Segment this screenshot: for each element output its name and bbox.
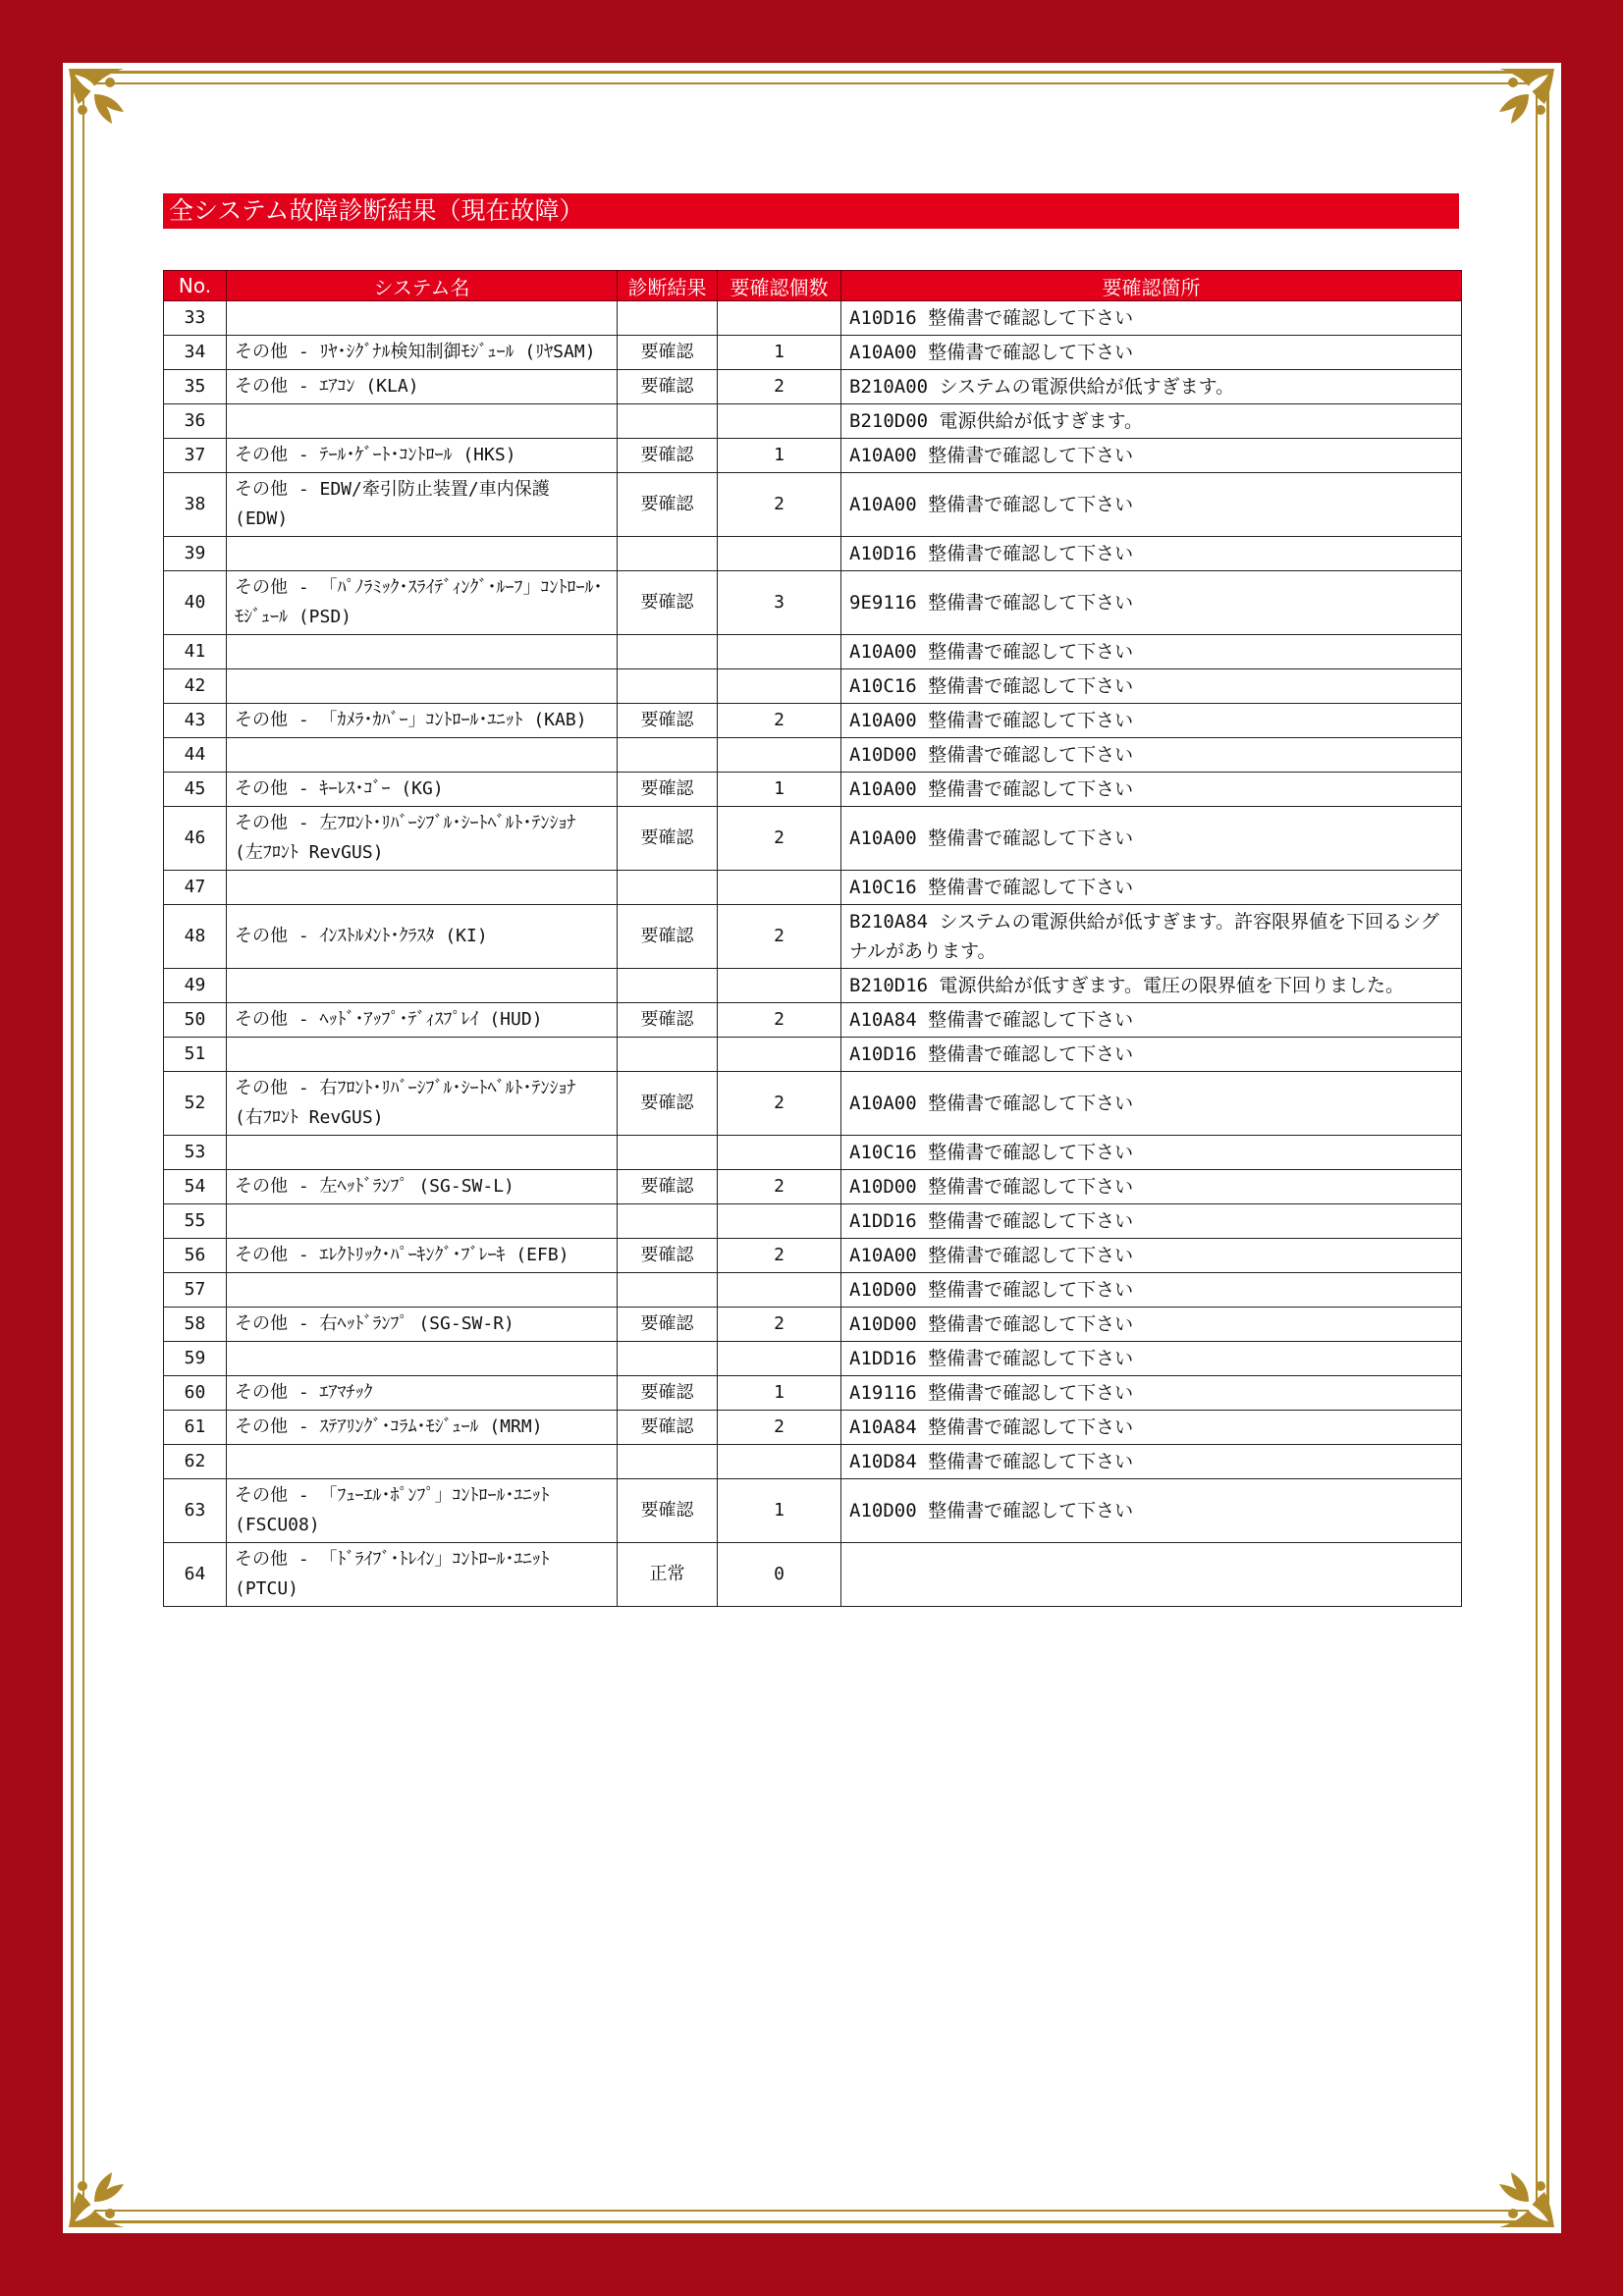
table-row [164,1342,1462,1376]
cell-result: 要確認 [618,1376,718,1411]
cell-result [618,1038,718,1072]
cell-no: 54 [164,1170,227,1204]
cell-system-name [227,1342,618,1376]
cell-count [718,537,841,571]
cell-system-name [227,1445,618,1479]
cell-no: 60 [164,1376,227,1411]
cell-system-name: その他 - 左ﾌﾛﾝﾄ･ﾘﾊﾞｰｼﾌﾞﾙ･ｼｰﾄﾍﾞﾙﾄ･ﾃﾝｼｮﾅ (左ﾌﾛﾝﾄ RevGUS) [227,807,618,871]
cell-system-name [227,1038,618,1072]
table-row [164,1479,1462,1543]
cell-result: 要確認 [618,905,718,969]
section-title: 全システム故障診断結果（現在故障） [163,193,1459,229]
cell-result: 要確認 [618,571,718,635]
cell-location: 9E9116 整備書で確認して下さい [841,571,1462,635]
cell-no: 47 [164,871,227,905]
cell-count: 2 [718,1308,841,1342]
cell-location: B210D16 電源供給が低すぎます。電圧の限界値を下回りました。 [841,969,1462,1003]
cell-location: A10D00 整備書で確認して下さい [841,738,1462,773]
cell-location: A1DD16 整備書で確認して下さい [841,1204,1462,1239]
cell-system-name: その他 - ﾃｰﾙ･ｹﾞｰﾄ･ｺﾝﾄﾛｰﾙ (HKS) [227,439,618,473]
cell-count [718,635,841,669]
cell-location: A10A00 整備書で確認して下さい [841,1239,1462,1273]
cell-location: B210A84 システムの電源供給が低すぎます。許容限界値を下回るシグナルがあります。 [841,905,1462,969]
cell-system-name [227,1273,618,1308]
cell-result [618,1342,718,1376]
cell-system-name [227,871,618,905]
cell-result: 要確認 [618,1003,718,1038]
cell-system-name [227,738,618,773]
table-row [164,704,1462,738]
cell-no: 39 [164,537,227,571]
cell-location: A19116 整備書で確認して下さい [841,1376,1462,1411]
cell-result [618,635,718,669]
cell-result [618,738,718,773]
cell-location: A10A84 整備書で確認して下さい [841,1411,1462,1445]
cell-location: A10A00 整備書で確認して下さい [841,439,1462,473]
table-row [164,1170,1462,1204]
table-row [164,1072,1462,1136]
cell-count: 2 [718,1072,841,1136]
cell-system-name: その他 - ｽﾃｱﾘﾝｸﾞ･ｺﾗﾑ･ﾓｼﾞｭｰﾙ (MRM) [227,1411,618,1445]
cell-system-name [227,537,618,571]
cell-no: 34 [164,336,227,370]
diagnosis-results-table [163,270,1462,1607]
cell-location: A10C16 整備書で確認して下さい [841,871,1462,905]
cell-system-name [227,635,618,669]
cell-location: A10A00 整備書で確認して下さい [841,336,1462,370]
cell-no: 44 [164,738,227,773]
cell-no: 53 [164,1136,227,1170]
cell-count: 0 [718,1543,841,1607]
cell-location: A10D00 整備書で確認して下さい [841,1479,1462,1543]
cell-no: 48 [164,905,227,969]
cell-count [718,404,841,439]
table-row [164,1308,1462,1342]
cell-location: A10D84 整備書で確認して下さい [841,1445,1462,1479]
cell-result [618,404,718,439]
cell-system-name: その他 - ｷｰﾚｽ･ｺﾞｰ (KG) [227,773,618,807]
cell-location: A10A00 整備書で確認して下さい [841,1072,1462,1136]
table-row [164,905,1462,969]
cell-result: 要確認 [618,473,718,537]
cell-count [718,669,841,704]
cell-no: 45 [164,773,227,807]
table-row [164,669,1462,704]
cell-count [718,1342,841,1376]
cell-no: 56 [164,1239,227,1273]
cell-count: 2 [718,807,841,871]
table-row [164,969,1462,1003]
cell-system-name: その他 - 右ﾌﾛﾝﾄ･ﾘﾊﾞｰｼﾌﾞﾙ･ｼｰﾄﾍﾞﾙﾄ･ﾃﾝｼｮﾅ (右ﾌﾛﾝﾄ RevGUS) [227,1072,618,1136]
table-row [164,370,1462,404]
cell-no: 58 [164,1308,227,1342]
cell-result: 要確認 [618,1308,718,1342]
cell-result [618,969,718,1003]
cell-location: A10D00 整備書で確認して下さい [841,1273,1462,1308]
cell-system-name: その他 - 「ｶﾒﾗ･ｶﾊﾞｰ」ｺﾝﾄﾛｰﾙ･ﾕﾆｯﾄ (KAB) [227,704,618,738]
cell-result [618,301,718,336]
cell-result: 要確認 [618,773,718,807]
cell-result: 要確認 [618,1072,718,1136]
table-row [164,537,1462,571]
cell-system-name: その他 - 「ﾊﾟﾉﾗﾐｯｸ･ｽﾗｲﾃﾞｨﾝｸﾞ･ﾙｰﾌ」ｺﾝﾄﾛｰﾙ･ﾓｼﾞｭｰﾙ (PSD) [227,571,618,635]
cell-no: 57 [164,1273,227,1308]
cell-count [718,871,841,905]
cell-location: A10A00 整備書で確認して下さい [841,807,1462,871]
cell-location: A10A00 整備書で確認して下さい [841,704,1462,738]
cell-count: 1 [718,336,841,370]
corner-ornament-icon [65,65,155,155]
cell-no: 50 [164,1003,227,1038]
cell-no: 40 [164,571,227,635]
cell-result: 要確認 [618,807,718,871]
cell-result: 正常 [618,1543,718,1607]
cell-location: A1DD16 整備書で確認して下さい [841,1342,1462,1376]
cell-count: 2 [718,1003,841,1038]
cell-location: A10D16 整備書で確認して下さい [841,1038,1462,1072]
cell-result [618,1136,718,1170]
table-row [164,807,1462,871]
cell-system-name: その他 - 「ﾌｭｰｴﾙ･ﾎﾟﾝﾌﾟ」ｺﾝﾄﾛｰﾙ･ﾕﾆｯﾄ (FSCU08) [227,1479,618,1543]
cell-location: B210A00 システムの電源供給が低すぎます。 [841,370,1462,404]
table-row [164,404,1462,439]
cell-system-name: その他 - ｴｱｺﾝ (KLA) [227,370,618,404]
table-row [164,1445,1462,1479]
table-row [164,1204,1462,1239]
cell-no: 43 [164,704,227,738]
cell-system-name [227,301,618,336]
table-row [164,1543,1462,1607]
cell-no: 52 [164,1072,227,1136]
cell-count [718,1204,841,1239]
cell-count: 1 [718,439,841,473]
cell-result: 要確認 [618,1411,718,1445]
cell-count: 2 [718,473,841,537]
table-row [164,1003,1462,1038]
cell-system-name [227,1204,618,1239]
table-row [164,871,1462,905]
header-system-name: システム名 [227,271,618,301]
table-row [164,1411,1462,1445]
cell-count: 1 [718,1376,841,1411]
cell-location: A10C16 整備書で確認して下さい [841,669,1462,704]
cell-system-name: その他 - ﾘﾔ･ｼｸﾞﾅﾙ検知制御ﾓｼﾞｭｰﾙ (ﾘﾔSAM) [227,336,618,370]
cell-system-name: その他 - ｴﾚｸﾄﾘｯｸ･ﾊﾟｰｷﾝｸﾞ･ﾌﾞﾚｰｷ (EFB) [227,1239,618,1273]
cell-result [618,1273,718,1308]
cell-system-name: その他 - 左ﾍｯﾄﾞﾗﾝﾌﾟ (SG-SW-L) [227,1170,618,1204]
cell-count: 2 [718,1239,841,1273]
cell-count [718,969,841,1003]
cell-no: 55 [164,1204,227,1239]
cell-location: A10D00 整備書で確認して下さい [841,1170,1462,1204]
cell-no: 41 [164,635,227,669]
cell-location [841,1543,1462,1607]
cell-count: 2 [718,1170,841,1204]
corner-ornament-icon [65,2141,155,2231]
cell-result: 要確認 [618,439,718,473]
cell-result: 要確認 [618,370,718,404]
cell-result: 要確認 [618,1170,718,1204]
cell-count [718,1445,841,1479]
cell-system-name: その他 - ｲﾝｽﾄﾙﾒﾝﾄ･ｸﾗｽﾀ (KI) [227,905,618,969]
cell-result [618,871,718,905]
cell-location: A10A84 整備書で確認して下さい [841,1003,1462,1038]
cell-result: 要確認 [618,336,718,370]
cell-result [618,1204,718,1239]
cell-count: 1 [718,773,841,807]
cell-no: 49 [164,969,227,1003]
table-body [164,301,1462,1607]
table-header-row [164,271,1462,301]
table-row [164,1038,1462,1072]
cell-count [718,301,841,336]
cell-count: 2 [718,704,841,738]
table-row [164,1136,1462,1170]
cell-result [618,1445,718,1479]
cell-no: 35 [164,370,227,404]
cell-no: 33 [164,301,227,336]
cell-count: 3 [718,571,841,635]
header-no: No. [164,271,227,301]
cell-location: A10A00 整備書で確認して下さい [841,473,1462,537]
cell-no: 38 [164,473,227,537]
cell-no: 42 [164,669,227,704]
cell-system-name [227,404,618,439]
cell-result: 要確認 [618,1479,718,1543]
cell-location: A10D16 整備書で確認して下さい [841,301,1462,336]
header-count: 要確認個数 [718,271,841,301]
cell-no: 37 [164,439,227,473]
cell-location: A10A00 整備書で確認して下さい [841,635,1462,669]
table-row [164,571,1462,635]
table-row [164,439,1462,473]
cell-system-name [227,969,618,1003]
table-row [164,773,1462,807]
cell-count [718,1273,841,1308]
table-row [164,1376,1462,1411]
cell-no: 64 [164,1543,227,1607]
cell-no: 59 [164,1342,227,1376]
table-row [164,635,1462,669]
cell-result: 要確認 [618,1239,718,1273]
cell-system-name: その他 - 「ﾄﾞﾗｲﾌﾞ･ﾄﾚｲﾝ」ｺﾝﾄﾛｰﾙ･ﾕﾆｯﾄ (PTCU) [227,1543,618,1607]
cell-no: 46 [164,807,227,871]
cell-system-name [227,1136,618,1170]
cell-location: A10D16 整備書で確認して下さい [841,537,1462,571]
cell-location: A10A00 整備書で確認して下さい [841,773,1462,807]
table-row [164,336,1462,370]
cell-system-name: その他 - ﾍｯﾄﾞ･ｱｯﾌﾟ･ﾃﾞｨｽﾌﾟﾚｲ (HUD) [227,1003,618,1038]
cell-count: 1 [718,1479,841,1543]
cell-count [718,738,841,773]
cell-count [718,1038,841,1072]
cell-no: 62 [164,1445,227,1479]
header-result: 診断結果 [618,271,718,301]
table-row [164,738,1462,773]
cell-no: 51 [164,1038,227,1072]
cell-count [718,1136,841,1170]
corner-ornament-icon [1468,65,1558,155]
cell-count: 2 [718,370,841,404]
cell-no: 61 [164,1411,227,1445]
cell-location: A10C16 整備書で確認して下さい [841,1136,1462,1170]
cell-count: 2 [718,905,841,969]
cell-no: 36 [164,404,227,439]
cell-system-name [227,669,618,704]
table-row [164,301,1462,336]
table-row [164,1273,1462,1308]
cell-location: B210D00 電源供給が低すぎます。 [841,404,1462,439]
cell-result [618,669,718,704]
corner-ornament-icon [1468,2141,1558,2231]
cell-system-name: その他 - EDW/牽引防止装置/車内保護 (EDW) [227,473,618,537]
cell-system-name: その他 - 右ﾍｯﾄﾞﾗﾝﾌﾟ (SG-SW-R) [227,1308,618,1342]
table-row [164,1239,1462,1273]
cell-system-name: その他 - ｴｱﾏﾁｯｸ [227,1376,618,1411]
cell-no: 63 [164,1479,227,1543]
cell-result [618,537,718,571]
cell-location: A10D00 整備書で確認して下さい [841,1308,1462,1342]
cell-count: 2 [718,1411,841,1445]
header-location: 要確認箇所 [841,271,1462,301]
table-row [164,473,1462,537]
cell-result: 要確認 [618,704,718,738]
